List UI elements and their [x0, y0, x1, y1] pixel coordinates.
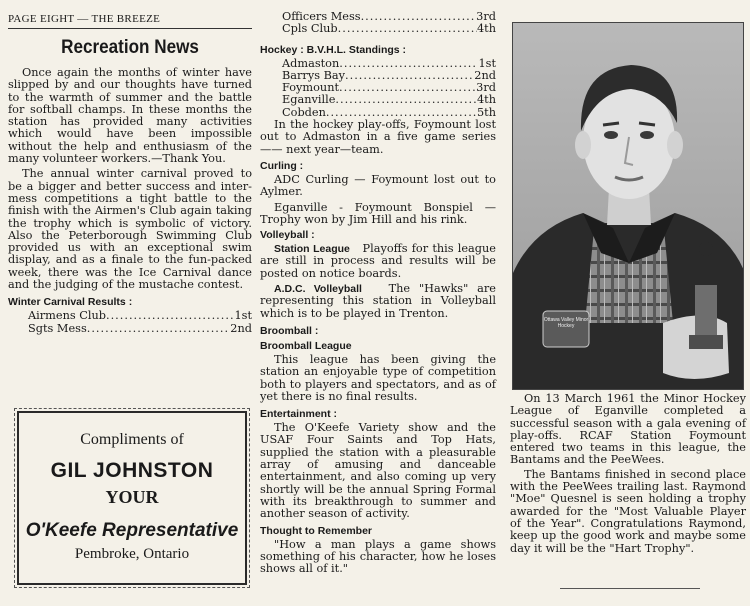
- photo-caption: [510, 393, 746, 557]
- player-photo-image: [513, 23, 744, 390]
- hockey-row: Cobden ..... 5th: [260, 107, 496, 119]
- running-head: PAGE EIGHT — THE BREEZE: [8, 0, 252, 29]
- thought-heading: Thought to Remember: [260, 524, 372, 537]
- ad-your: YOUR: [105, 487, 159, 507]
- intro-paragraph-1: Once again the months of winter have slipped by and our thoughts have turned to the warmth of summer and the battle for softball champs. In these months the station has provided many activities which would have been impossible without the help and enthusiasm of the many volunteer workers.—Thank You.: [8, 66, 252, 166]
- ad-compliments: Compliments of: [80, 431, 184, 448]
- hockey-row: Admaston ..... 1st: [260, 58, 496, 70]
- winter-results-heading: Winter Carnival Results :: [8, 296, 133, 309]
- results-row: Airmens Club ..... 1st: [8, 310, 252, 322]
- hockey-row: Foymount ..... 3rd: [260, 82, 496, 94]
- ad-location: Pembroke, Ontario: [74, 546, 190, 562]
- headline: Recreation News: [61, 37, 199, 58]
- caption-paragraph-1: On 13 March 1961 the Minor Hockey League of Eganville completed a successful season with a gala evening of play-offs. RCAF Station Foymount entered two teams in this league, the Bantams and the PeeWees.: [510, 392, 746, 467]
- hockey-text: In the hockey play-offs, Foymount lost out to Admaston in a five game series —— next year—team.: [260, 118, 496, 156]
- broomball-text: This league has been giving the station an enjoyable type of competition both to players and spectators, and as of yet there is no final results.: [260, 352, 496, 403]
- photo-badge-text: Ottawa Valley Minor Hockey: [543, 317, 589, 329]
- advertisement-box: [14, 408, 250, 588]
- column-left: [8, 0, 252, 335]
- intro-paragraph-2: The annual winter carnival proved to be a bigger and better success and inter-mess competitions a tight battle to the finish with the Airmen's Club again taking the trophy which is symbolic of victory. Also the Peterborough Swimming Club provided us with an exceptional swim display, and as a finale to the fun-packed week, there was the Ice Carnival dance and the judging of the mustache contest.: [8, 167, 252, 292]
- results-row: Officers Mess ..... 3rd: [260, 11, 496, 23]
- caption-paragraph-2: The Bantams finished in second place with the PeeWees trailing last. Raymond "Moe" Quesnel is seen holding a trophy awarded for the "Most Valuable Player of the Year". Congratulations Raymond, keep up the good work and maybe some day it will be the "Hart Trophy".: [510, 467, 746, 555]
- broomball-subheading: Broomball League: [260, 339, 352, 352]
- curling-p2: Eganville - Foymount Bonspiel — Trophy won by Jim Hill and his rink.: [260, 200, 496, 226]
- curling-heading: Curling :: [260, 159, 304, 172]
- results-row: Cpls Club ..... 4th: [260, 23, 496, 35]
- hockey-row: Barrys Bay ..... 2nd: [260, 70, 496, 82]
- entertainment-text: The O'Keefe Variety show and the USAF Four Saints and Top Hats, supplied the station with a pleasurable array of amusing and danceable entertainment, and also coming up very shortly will be the annual Spring Formal with its breakthrough to summer and another season of activity.: [260, 421, 496, 521]
- column-middle: [260, 11, 496, 578]
- volleyball-p1: Station League Playoffs for this league are still in process and results will be posted on notice boards.: [260, 242, 496, 280]
- thought-text: "How a man plays a game shows something of his character, how he loses shows all of it.": [260, 537, 496, 576]
- hockey-row: Eganville ..... 4th: [260, 94, 496, 106]
- curling-p1: ADC Curling — Foymount lost out to Aylmer.: [260, 172, 496, 199]
- results-row: Sgts Mess ..... 2nd: [8, 323, 252, 335]
- ad-role: O'Keefe Representative: [25, 520, 239, 541]
- volleyball-p2: A.D.C. Volleyball The "Hawks" are representing this station in Volleyball which is to be played in Trenton.: [260, 282, 496, 320]
- end-rule: [560, 588, 700, 589]
- broomball-heading: Broomball :: [260, 324, 319, 337]
- hockey-heading: Hockey : B.V.H.L. Standings :: [260, 43, 407, 56]
- entertainment-heading: Entertainment :: [260, 408, 338, 421]
- ad-name: GIL JOHNSTON: [50, 459, 214, 482]
- volleyball-heading: Volleyball :: [260, 229, 315, 242]
- hockey-player-photo: [512, 22, 744, 390]
